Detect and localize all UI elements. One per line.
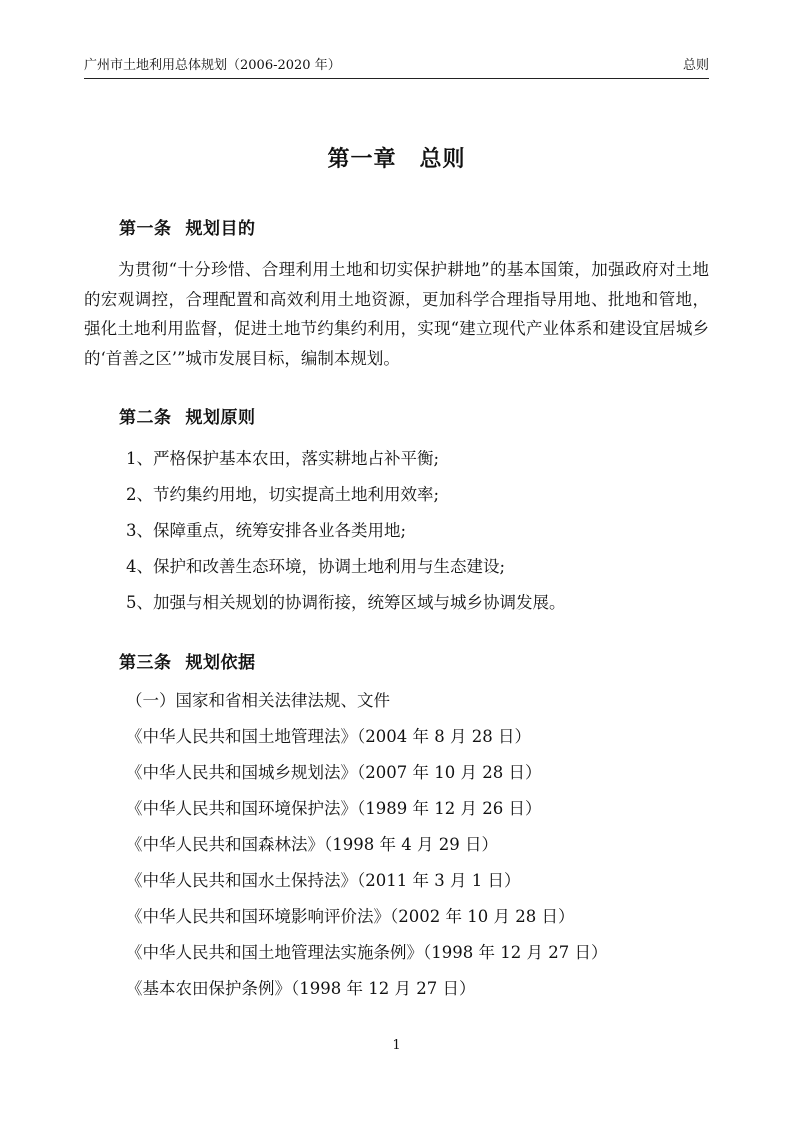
section-heading-2 <box>119 403 256 428</box>
principle-item: 1、严格保护基本农田，落实耕地占补平衡; <box>126 449 440 468</box>
section-number: 第二条 <box>119 408 172 428</box>
section-label: 总则 <box>682 58 709 73</box>
section-heading-3 <box>119 648 256 673</box>
section-title: 规划依据 <box>185 653 256 673</box>
legal-reference: 《中华人民共和国土地管理法实施条例》（1998 年 12 月 27 日） <box>126 943 608 962</box>
page-number: 1 <box>392 1038 401 1053</box>
document-title: 广州市土地利用总体规划（2006-2020 年） <box>84 58 341 73</box>
principle-item: 3、保障重点，统筹安排各业各类用地; <box>126 521 407 540</box>
legal-reference: 《基本农田保护条例》（1998 年 12 月 27 日） <box>126 979 476 998</box>
legal-reference: 《中华人民共和国环境保护法》（1989 年 12 月 26 日） <box>126 799 542 818</box>
principle-item: 2、节约集约用地，切实提高土地利用效率; <box>126 485 440 504</box>
section-title: 规划原则 <box>185 408 256 428</box>
chapter-title: 第一章 总则 <box>327 146 466 172</box>
principle-item: 5、加强与相关规划的协调衔接，统筹区域与城乡协调发展。 <box>126 593 566 612</box>
section-title: 规划目的 <box>185 219 256 239</box>
legal-reference: 《中华人民共和国水土保持法》（2011 年 3 月 1 日） <box>126 871 521 890</box>
basis-subheading: （一）国家和省相关法律法规、文件 <box>126 691 390 710</box>
legal-reference: 《中华人民共和国土地管理法》（2004 年 8 月 28 日） <box>126 727 531 746</box>
principle-item: 4、保护和改善生态环境，协调土地利用与生态建设; <box>126 557 506 576</box>
section-number: 第三条 <box>119 653 172 673</box>
page-header <box>84 54 709 79</box>
legal-reference: 《中华人民共和国森林法》（1998 年 4 月 29 日） <box>126 835 498 854</box>
legal-reference: 《中华人民共和国城乡规划法》（2007 年 10 月 28 日） <box>126 763 542 782</box>
legal-reference: 《中华人民共和国环境影响评价法》（2002 年 10 月 28 日） <box>126 907 575 926</box>
section-number: 第一条 <box>119 219 172 239</box>
section-heading-1 <box>119 214 256 239</box>
section-paragraph: 为贯彻“十分珍惜、合理利用土地和切实保护耕地”的基本国策，加强政府对土地的宏观调控，合理配置和高效利用土地资源，更加科学合理指导用地、批地和管地，强化土地利用监督，促进土地节约集约利用，实现“建立现代产业体系和建设宜居城乡的‘首善之区’”城市发展目标，编制本规划。 <box>84 260 709 368</box>
